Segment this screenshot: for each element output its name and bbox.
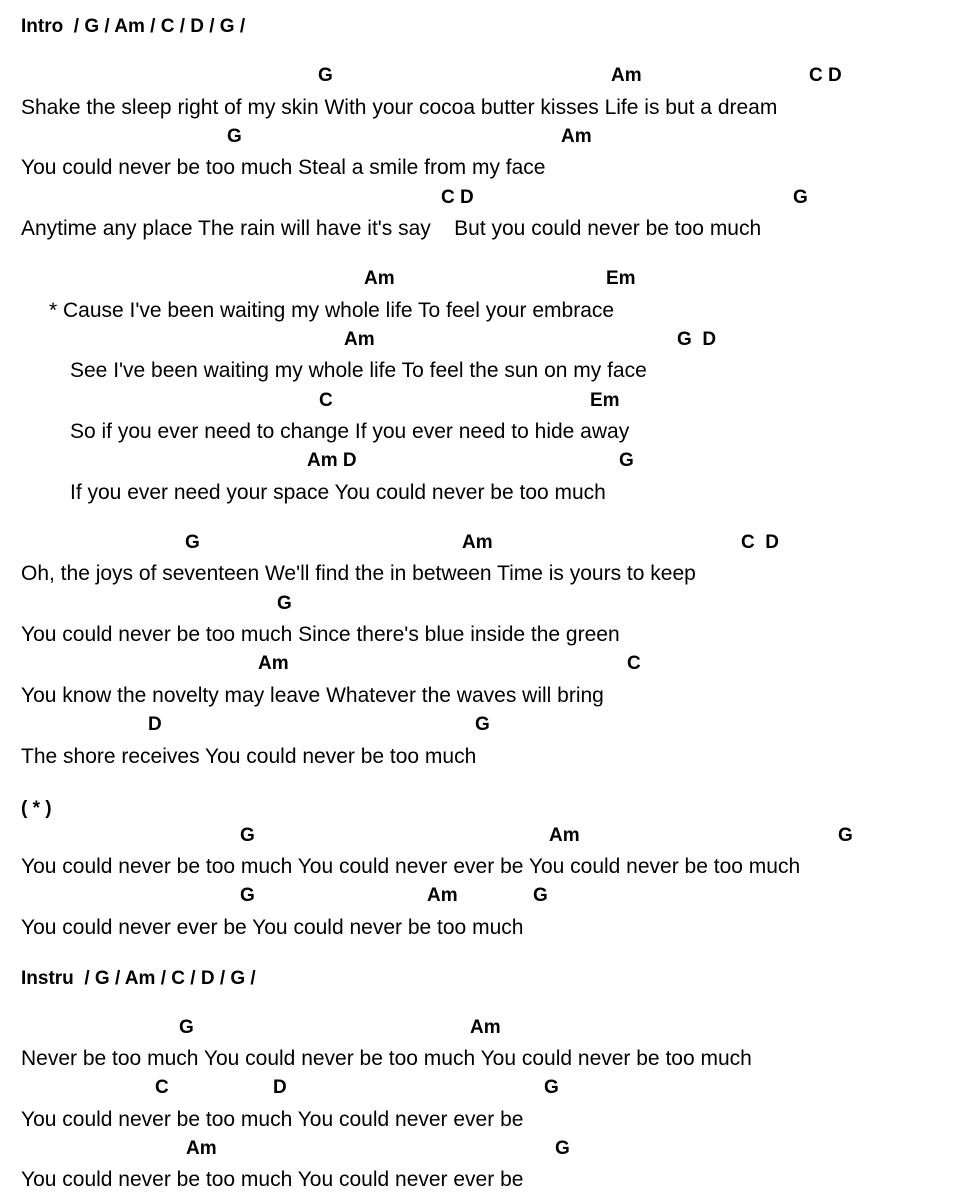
chord: Am [561,126,592,147]
chord: D [148,714,162,735]
chord: Am [186,1138,217,1159]
chorus-reference: ( * ) [21,798,52,819]
chord: G [838,825,853,846]
lyric-line: If you ever need your space You could never be too much [70,481,606,504]
chord: D [273,1077,287,1098]
chord: G [240,885,255,906]
chord: Am [344,329,375,350]
lyric-line: You know the novelty may leave Whatever the waves will bring [21,684,604,707]
chord: C [155,1077,169,1098]
chord: G [185,532,200,553]
lyric-line: Oh, the joys of seventeen We'll find the in between Time is yours to keep [21,562,696,585]
lyric-line: You could never be too much Since there's blue inside the green [21,623,620,646]
chord: Am [427,885,458,906]
chord: G D [677,329,717,350]
chord: Am [364,268,395,289]
chord: Am [462,532,493,553]
lyric-line: Never be too much You could never be too much You could never be too much [21,1047,752,1070]
chord: G [475,714,490,735]
lyric-line: So if you ever need to change If you ever need to hide away [70,420,630,443]
chord: C D [741,532,779,553]
lyric-line: * Cause I've been waiting my whole life To feel your embrace [49,299,615,322]
chord: G [793,187,808,208]
lyric-line: See I've been waiting my whole life To feel the sun on my face [70,359,647,382]
chord: C D [809,65,842,86]
lyric-line: The shore receives You could never be too much [21,745,477,768]
lyric-line: You could never be too much You could never ever be [21,1168,524,1191]
chord: Am [611,65,642,86]
chord: G [555,1138,570,1159]
chord: Am [258,653,289,674]
lyric-line: You could never be too much Steal a smile from my face [21,156,546,179]
chord: G [227,126,242,147]
chord: Em [590,390,620,411]
chord: Am [549,825,580,846]
chord: Em [606,268,636,289]
chord: Am D [307,450,357,471]
chord: C [627,653,641,674]
chord: Am [470,1017,501,1038]
chord: C [319,390,333,411]
lyric-line: You could never be too much You could never ever be You could never be too much [21,855,801,878]
chord: G [179,1017,194,1038]
lyric-line: Shake the sleep right of my skin With your cocoa butter kisses Life is but a dream [21,96,778,119]
lyric-line: Anytime any place The rain will have it's say But you could never be too much [21,217,762,240]
chord: G [619,450,634,471]
chord: G [318,65,333,86]
intro-line: Intro / G / Am / C / D / G / [21,16,246,37]
lyric-line: You could never be too much You could never ever be [21,1108,524,1131]
chord: G [544,1077,559,1098]
lyric-line: You could never ever be You could never be too much [21,916,524,939]
chord: C D [441,187,474,208]
chord: G [533,885,548,906]
chord: G [277,593,292,614]
instru-line: Instru / G / Am / C / D / G / [21,968,256,989]
chord: G [240,825,255,846]
